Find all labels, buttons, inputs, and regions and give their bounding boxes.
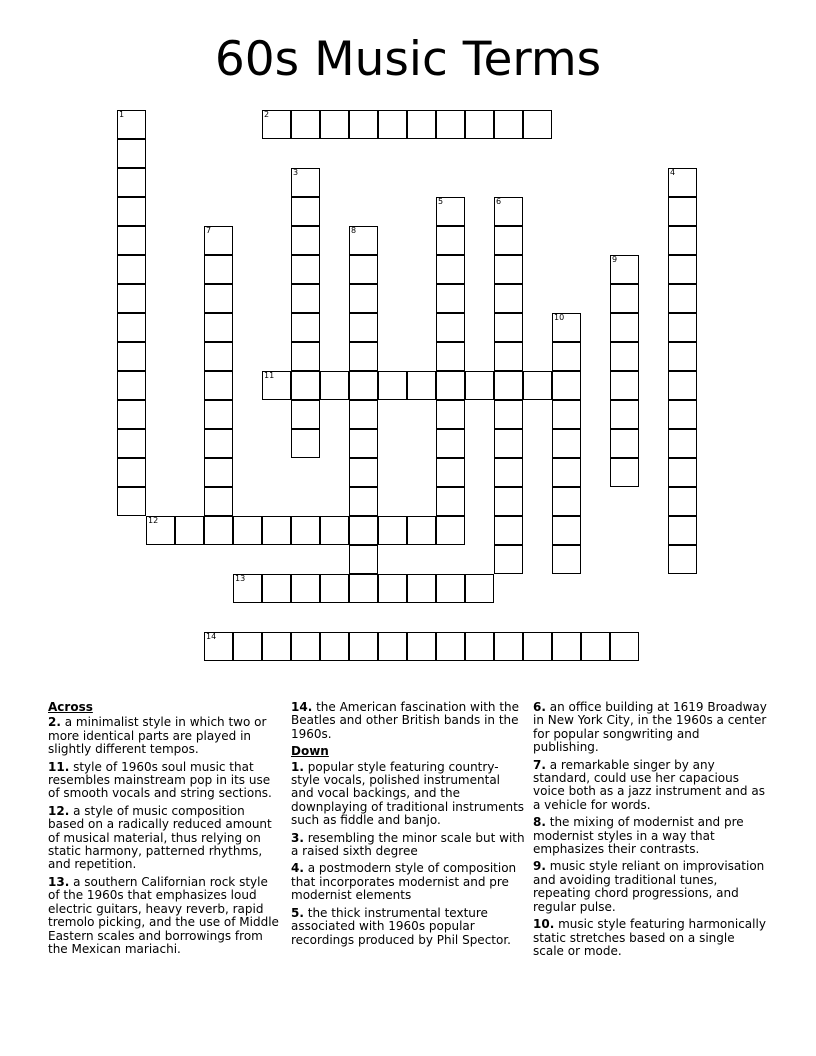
grid-cell[interactable] xyxy=(320,371,349,400)
clue-number: 7 xyxy=(206,226,212,235)
clue-across-13: 13. a southern Californian rock style of the 1960s that emphasizes loud electric guitars, heavy reverb, rapid tremolo picking, and the use of Middle Eastern scales and borrowings from the Mexican mariachi. xyxy=(48,874,279,956)
clue-number: 8 xyxy=(351,226,357,235)
grid-cell[interactable] xyxy=(494,313,523,342)
grid-cell[interactable] xyxy=(552,400,581,429)
grid-cell[interactable] xyxy=(436,429,465,458)
grid-cell[interactable] xyxy=(262,371,291,400)
grid-cell[interactable] xyxy=(668,313,697,342)
clue-across-11: 11. style of 1960s soul music that resembles mainstream pop in its use of smooth vocals and string sections. xyxy=(48,759,272,801)
grid-cell[interactable] xyxy=(668,371,697,400)
grid-cell[interactable] xyxy=(436,110,465,139)
grid-cell[interactable] xyxy=(291,400,320,429)
clue-down-9: 9. music style reliant on improvisation and avoiding traditional tunes, repeating chord progressions, and regular pulse. xyxy=(533,859,765,914)
grid-cell[interactable] xyxy=(610,632,639,661)
grid-cell[interactable] xyxy=(610,284,639,313)
grid-cell[interactable] xyxy=(494,545,523,574)
clue-down-1: 1. popular style featuring country-style vocals, polished instrumental and vocal backings, and the downplaying of traditional instruments such as fiddle and banjo. xyxy=(291,759,525,828)
grid-cell[interactable] xyxy=(291,371,320,400)
clue-number: 3 xyxy=(293,168,299,177)
grid-cell[interactable] xyxy=(349,110,378,139)
grid-cell[interactable] xyxy=(581,632,610,661)
grid-cell[interactable] xyxy=(668,400,697,429)
grid-cell[interactable] xyxy=(494,487,523,516)
grid-cell[interactable] xyxy=(262,110,291,139)
grid-cell[interactable] xyxy=(262,632,291,661)
grid-cell[interactable] xyxy=(117,458,146,487)
grid-cell[interactable] xyxy=(117,400,146,429)
grid-cell[interactable] xyxy=(436,226,465,255)
grid-cell[interactable] xyxy=(552,313,581,342)
grid-cell[interactable] xyxy=(349,487,378,516)
grid-cell[interactable] xyxy=(523,371,552,400)
grid-cell[interactable] xyxy=(204,313,233,342)
grid-cell[interactable] xyxy=(436,458,465,487)
grid-cell[interactable] xyxy=(494,197,523,226)
grid-cell[interactable] xyxy=(494,342,523,371)
grid-cell[interactable] xyxy=(552,342,581,371)
grid-cell[interactable] xyxy=(204,226,233,255)
grid-cell[interactable] xyxy=(291,632,320,661)
grid-cell[interactable] xyxy=(523,632,552,661)
down-heading: Down xyxy=(291,744,329,759)
clue-number: 5 xyxy=(438,197,444,206)
grid-cell[interactable] xyxy=(436,371,465,400)
grid-cell[interactable] xyxy=(349,342,378,371)
grid-cell[interactable] xyxy=(436,284,465,313)
grid-cell[interactable] xyxy=(117,168,146,197)
grid-cell[interactable] xyxy=(465,632,494,661)
grid-cell[interactable] xyxy=(349,226,378,255)
grid-cell[interactable] xyxy=(494,371,523,400)
grid-cell[interactable] xyxy=(552,429,581,458)
grid-cell[interactable] xyxy=(378,110,407,139)
grid-cell[interactable] xyxy=(378,516,407,545)
grid-cell[interactable] xyxy=(407,632,436,661)
grid-cell[interactable] xyxy=(204,487,233,516)
clues-column-3 xyxy=(533,701,768,962)
grid-cell[interactable] xyxy=(204,342,233,371)
grid-cell[interactable] xyxy=(233,516,262,545)
grid-cell[interactable] xyxy=(291,168,320,197)
grid-cell[interactable] xyxy=(407,574,436,603)
grid-cell[interactable] xyxy=(349,313,378,342)
grid-cell[interactable] xyxy=(610,458,639,487)
grid-cell[interactable] xyxy=(262,516,291,545)
grid-cell[interactable] xyxy=(436,516,465,545)
clue-down-4: 4. a postmodern style of composition that incorporates modernist and pre modernist elements xyxy=(291,861,517,903)
grid-cell[interactable] xyxy=(349,545,378,574)
grid-cell[interactable] xyxy=(378,574,407,603)
grid-cell[interactable] xyxy=(668,255,697,284)
grid-cell[interactable] xyxy=(204,632,233,661)
grid-cell[interactable] xyxy=(117,342,146,371)
grid-cell[interactable] xyxy=(552,632,581,661)
grid-cell[interactable] xyxy=(117,487,146,516)
grid-cell[interactable] xyxy=(494,429,523,458)
clue-number: 11 xyxy=(264,371,275,380)
grid-cell[interactable] xyxy=(204,284,233,313)
grid-cell[interactable] xyxy=(204,516,233,545)
grid-cell[interactable] xyxy=(117,284,146,313)
clue-number: 12 xyxy=(148,516,159,525)
clue-down-8: 8. the mixing of modernist and pre modernist styles in a way that emphasizes their contrasts. xyxy=(533,815,744,857)
page-title: 60s Music Terms xyxy=(214,32,602,87)
clue-number: 13 xyxy=(235,574,246,583)
grid-cell[interactable] xyxy=(204,400,233,429)
grid-cell[interactable] xyxy=(436,487,465,516)
grid-cell[interactable] xyxy=(494,516,523,545)
grid-cell[interactable] xyxy=(117,429,146,458)
grid-cell[interactable] xyxy=(494,110,523,139)
clue-number: 2 xyxy=(264,110,270,119)
grid-cell[interactable] xyxy=(465,574,494,603)
grid-cell[interactable] xyxy=(262,574,291,603)
grid-cell[interactable] xyxy=(291,255,320,284)
grid-cell[interactable] xyxy=(117,255,146,284)
grid-cell[interactable] xyxy=(291,197,320,226)
grid-cell[interactable] xyxy=(291,284,320,313)
grid-cell[interactable] xyxy=(349,255,378,284)
grid-cell[interactable] xyxy=(117,197,146,226)
grid-cell[interactable] xyxy=(668,226,697,255)
grid-cell[interactable] xyxy=(552,516,581,545)
grid-cell[interactable] xyxy=(552,545,581,574)
grid-cell[interactable] xyxy=(668,458,697,487)
grid-cell[interactable] xyxy=(117,226,146,255)
grid-cell[interactable] xyxy=(668,168,697,197)
clue-number: 9 xyxy=(612,255,618,264)
grid-cell[interactable] xyxy=(349,574,378,603)
grid-cell[interactable] xyxy=(436,255,465,284)
grid-cell[interactable] xyxy=(494,400,523,429)
grid-cell[interactable] xyxy=(291,516,320,545)
grid-cell[interactable] xyxy=(668,516,697,545)
grid-cell[interactable] xyxy=(436,342,465,371)
clue-down-10: 10. music style featuring harmonically static stretches based on a single scale or mode. xyxy=(533,917,766,958)
clue-down-5: 5. the thick instrumental texture associated with 1960s popular recordings produced by Phil Spector. xyxy=(291,905,511,947)
grid-cell[interactable] xyxy=(436,632,465,661)
clue-number: 6 xyxy=(496,197,502,206)
clues-column-1 xyxy=(48,701,283,960)
clue-down-6: 6. an office building at 1619 Broadway in New York City, in the 1960s a center for popular songwriting and publishing. xyxy=(533,700,767,755)
grid-cell[interactable] xyxy=(233,632,262,661)
grid-cell[interactable] xyxy=(494,226,523,255)
grid-cell[interactable] xyxy=(668,429,697,458)
clue-across-14: 14. the American fascination with the Beatles and other British bands in the 1960s. xyxy=(291,700,520,741)
clue-across-12: 12. a style of music composition based on a radically reduced amount of musical material, thus relying on static harmony, patterned rhythms, and repetition. xyxy=(48,803,272,872)
grid-cell[interactable] xyxy=(291,313,320,342)
grid-cell[interactable] xyxy=(349,371,378,400)
grid-cell[interactable] xyxy=(436,197,465,226)
clues-column-2 xyxy=(291,701,526,951)
grid-cell[interactable] xyxy=(523,110,552,139)
grid-cell[interactable] xyxy=(407,110,436,139)
grid-cell[interactable] xyxy=(494,632,523,661)
grid-cell[interactable] xyxy=(349,400,378,429)
grid-cell[interactable] xyxy=(320,516,349,545)
grid-cell[interactable] xyxy=(436,313,465,342)
grid-cell[interactable] xyxy=(291,110,320,139)
grid-cell[interactable] xyxy=(668,545,697,574)
grid-cell[interactable] xyxy=(117,110,146,139)
grid-cell[interactable] xyxy=(117,371,146,400)
grid-cell[interactable] xyxy=(407,371,436,400)
across-heading: Across xyxy=(48,700,93,714)
grid-cell[interactable] xyxy=(610,429,639,458)
grid-cell[interactable] xyxy=(610,400,639,429)
grid-cell[interactable] xyxy=(117,313,146,342)
clue-number: 4 xyxy=(670,168,676,177)
clue-down-7: 7. a remarkable singer by any standard, could use her capacious voice both as a jazz instrument and as a vehicle for words. xyxy=(533,757,765,812)
grid-cell[interactable] xyxy=(146,516,175,545)
grid-cell[interactable] xyxy=(610,371,639,400)
grid-cell[interactable] xyxy=(494,255,523,284)
grid-cell[interactable] xyxy=(320,574,349,603)
grid-cell[interactable] xyxy=(494,458,523,487)
grid-cell[interactable] xyxy=(610,313,639,342)
grid-cell[interactable] xyxy=(465,371,494,400)
grid-cell[interactable] xyxy=(494,284,523,313)
grid-cell[interactable] xyxy=(175,516,204,545)
grid-cell[interactable] xyxy=(552,487,581,516)
grid-cell[interactable] xyxy=(291,574,320,603)
grid-cell[interactable] xyxy=(407,516,436,545)
grid-cell[interactable] xyxy=(378,632,407,661)
grid-cell[interactable] xyxy=(117,139,146,168)
grid-cell[interactable] xyxy=(204,429,233,458)
grid-cell[interactable] xyxy=(378,371,407,400)
grid-cell[interactable] xyxy=(291,429,320,458)
grid-cell[interactable] xyxy=(552,371,581,400)
grid-cell[interactable] xyxy=(552,458,581,487)
grid-cell[interactable] xyxy=(320,110,349,139)
clue-number: 1 xyxy=(119,110,125,119)
clue-number: 14 xyxy=(206,632,217,641)
grid-cell[interactable] xyxy=(233,574,262,603)
grid-cell[interactable] xyxy=(668,284,697,313)
grid-cell[interactable] xyxy=(291,342,320,371)
grid-cell[interactable] xyxy=(668,197,697,226)
grid-cell[interactable] xyxy=(349,632,378,661)
grid-cell[interactable] xyxy=(320,632,349,661)
grid-cell[interactable] xyxy=(436,400,465,429)
grid-cell[interactable] xyxy=(610,342,639,371)
clue-number: 10 xyxy=(554,313,565,322)
grid-cell[interactable] xyxy=(349,284,378,313)
grid-cell[interactable] xyxy=(436,574,465,603)
grid-cell[interactable] xyxy=(291,226,320,255)
grid-cell[interactable] xyxy=(668,487,697,516)
clue-across-2: 2. a minimalist style in which two or more identical parts are played in slightly different tempos. xyxy=(48,715,267,757)
grid-cell[interactable] xyxy=(465,110,494,139)
grid-cell[interactable] xyxy=(204,371,233,400)
clue-down-3: 3. resembling the minor scale but with a raised sixth degree xyxy=(291,830,525,859)
grid-cell[interactable] xyxy=(668,342,697,371)
grid-cell[interactable] xyxy=(349,458,378,487)
grid-cell[interactable] xyxy=(204,255,233,284)
grid-cell[interactable] xyxy=(204,458,233,487)
grid-cell[interactable] xyxy=(349,516,378,545)
grid-cell[interactable] xyxy=(610,255,639,284)
grid-cell[interactable] xyxy=(349,429,378,458)
